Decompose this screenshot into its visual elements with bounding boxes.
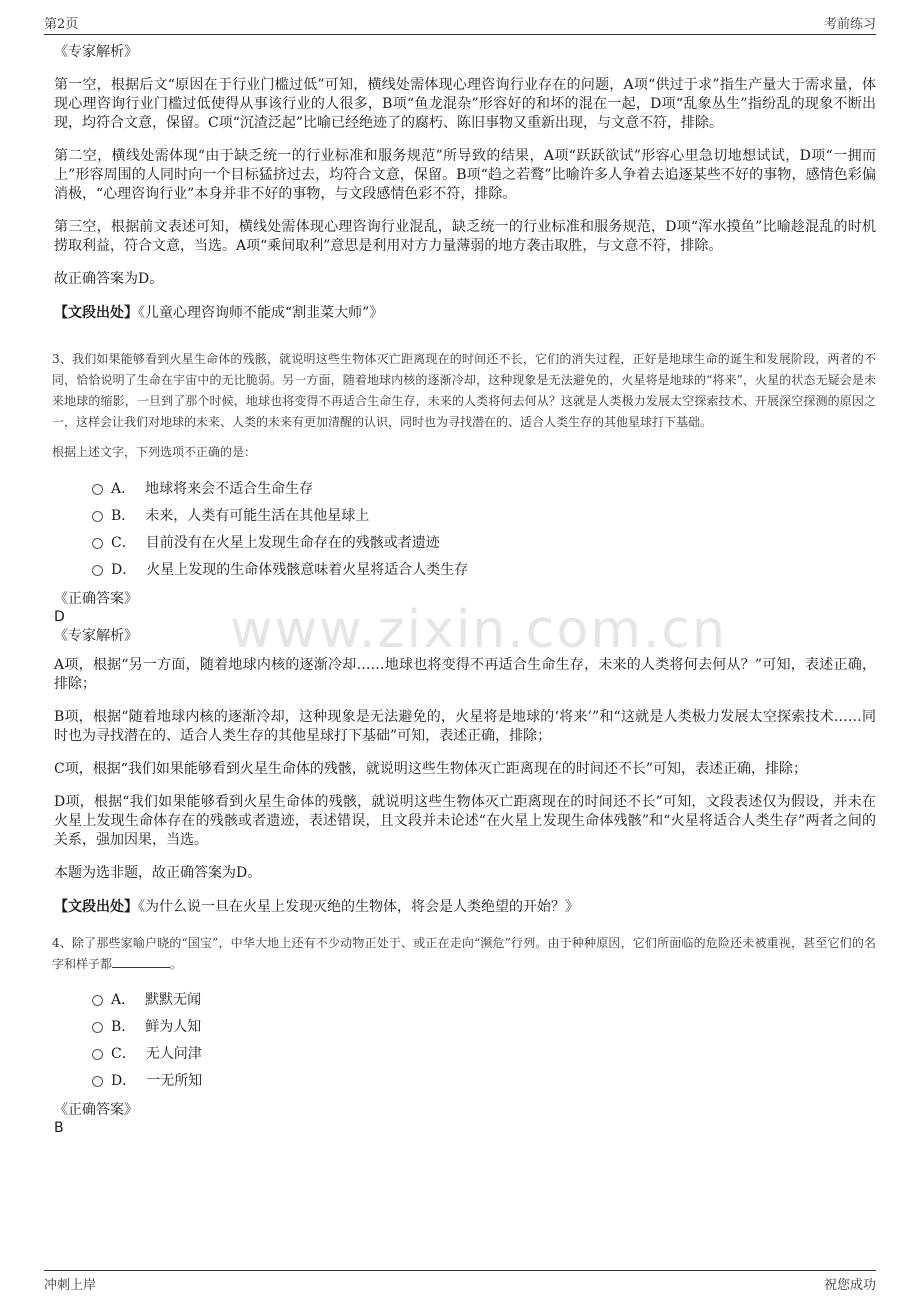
option-letter: A． (111, 480, 136, 497)
option-b[interactable] (92, 501, 876, 528)
source-title: 《儿童心理咨询师不能成“割韭菜大师”》 (138, 305, 384, 321)
source-title: 《为什么说一旦在火星上发现灭绝的生物体，将会是人类绝望的开始？》 (138, 899, 579, 915)
correct-answer-label: 《正确答案》 (54, 1102, 138, 1118)
radio-icon[interactable] (92, 484, 103, 495)
radio-icon[interactable] (92, 1049, 103, 1060)
question-4-text-before: 4、除了那些家喻户晓的“国宝”，中华大地上还有不少动物正处于、或正在走向“濒危”行列。由于种种原因，它们所面临的危险还未被重视，甚至它们的名字和样子都 (52, 936, 876, 971)
analysis-paragraph: 第一空，根据后文“原因在于行业门槛过低”可知，横线处需体现心理咨询行业存在的问题，A项“供过于求”指生产量大于需求量，体现心理咨询行业门槛过低使得从事该行业的人很多，B项“鱼龙混杂”形容好的和坏的混在一起，D项“乱象丛生”指纷乱的现象不断出现，均符合文意，保留。C项“沉渣泛起”比喻已经绝迹了的腐朽、陈旧事物又重新出现，与文意不符，排除。 (54, 77, 876, 131)
document-body (54, 42, 876, 1143)
question-3-text: 3、我们如果能够看到火星生命体的残骸，就说明这些生物体灭亡距离现在的时间还不长，它们的消失过程，正好是地球生命的诞生和发展阶段，两者的不同，恰恰说明了生命在宇宙中的无比脆弱。另一方面，随着地球内核的逐渐冷却，这种现象是无法避免的，火星将是地球的“将来”，火星的状态无疑会是未来地球的缩影，一旦到了那个时候，地球也将变得不再适合生命生存，未来的人类将何去何从？这就是人类极力发展太空探索技术、开展深空探测的原因之一，这样会让我们对地球的未来、人类的未来有更加清醒的认识，同时也为寻找潜在的、适合人类生存的其他星球打下基础。 (52, 352, 876, 429)
option-letter: D． (111, 1072, 137, 1089)
option-text: 火星上发现的生命体残骸意味着火星将适合人类生存 (146, 561, 469, 578)
expert-analysis-label: 《专家解析》 (54, 628, 138, 644)
option-letter: C． (111, 534, 136, 551)
option-a[interactable] (92, 474, 876, 501)
option-text: 无人问津 (145, 1045, 202, 1062)
option-letter: B． (111, 1018, 136, 1035)
analysis-paragraph: A项，根据“另一方面，随着地球内核的逐渐冷却……地球也将变得不再适合生命生存，未来的人类将何去何从？”可知，表述正确，排除； (54, 657, 876, 692)
option-letter: B． (111, 507, 136, 524)
radio-icon[interactable] (92, 511, 103, 522)
source-label: 【文段出处】 (54, 305, 138, 321)
option-text: 默默无闻 (145, 991, 202, 1008)
radio-icon[interactable] (92, 995, 103, 1006)
option-c[interactable] (92, 1039, 876, 1066)
conclusion-paragraph: 故正确答案为D。 (54, 271, 164, 287)
footer-right-text: 祝您成功 (823, 1278, 876, 1293)
option-text: 一无所知 (146, 1072, 203, 1089)
correct-answer-value: B (54, 1120, 64, 1136)
radio-icon[interactable] (92, 538, 103, 549)
source-line (54, 303, 876, 323)
expert-analysis-label: 《专家解析》 (54, 44, 138, 60)
option-text: 目前没有在火星上发现生命存在的残骸或者遗迹 (145, 534, 440, 551)
watermark: www.zixin.com.cn (230, 600, 727, 660)
page-footer (44, 1270, 876, 1293)
correct-answer-value: D (54, 609, 65, 625)
answer-blank (112, 955, 170, 968)
source-label: 【文段出处】 (54, 899, 138, 915)
analysis-paragraph: 第三空，根据前文表述可知，横线处需体现心理咨询行业混乱，缺乏统一的行业标准和服务规范，D项“浑水摸鱼”比喻趁混乱的时机捞取利益，符合文意，当选。A项“乘间取利”意思是利用对方力量薄弱的地方袭击取胜，与文意不符，排除。 (54, 219, 876, 254)
option-letter: A． (111, 991, 136, 1008)
page-header (44, 12, 876, 35)
question-4-text-after: 。 (170, 957, 183, 971)
conclusion-paragraph: 本题为选非题，故正确答案为D。 (54, 865, 262, 881)
option-d[interactable] (92, 555, 876, 582)
page-number: 第2页 (44, 17, 79, 32)
option-text: 地球将来会不适合生命生存 (145, 480, 314, 497)
question-4-options (92, 985, 876, 1093)
footer-left-text: 冲刺上岸 (44, 1278, 97, 1293)
option-letter: C． (111, 1045, 136, 1062)
option-letter: D． (111, 561, 137, 578)
analysis-paragraph: C项，根据“我们如果能够看到火星生命体的残骸，就说明这些生物体灭亡距离现在的时间还不长”可知，表述正确，排除； (54, 761, 808, 777)
radio-icon[interactable] (92, 565, 103, 576)
question-4-text (52, 933, 876, 975)
question-3-options (92, 474, 876, 582)
option-a[interactable] (92, 985, 876, 1012)
option-d[interactable] (92, 1066, 876, 1093)
question-3-prompt: 根据上述文字，下列选项不正确的是： (52, 445, 257, 459)
correct-answer-label: 《正确答案》 (54, 591, 138, 607)
analysis-paragraph: B项，根据“随着地球内核的逐渐冷却，这种现象是无法避免的，火星将是地球的‘将来’”和“这就是人类极力发展太空探索技术……同时也为寻找潜在的、适合人类生存的其他星球打下基础”可知，表述正确，排除； (54, 709, 876, 744)
source-line (54, 897, 876, 917)
option-b[interactable] (92, 1012, 876, 1039)
option-c[interactable] (92, 528, 876, 555)
header-title: 考前练习 (823, 17, 876, 32)
option-text: 鲜为人知 (145, 1018, 202, 1035)
radio-icon[interactable] (92, 1022, 103, 1033)
analysis-paragraph: D项，根据“我们如果能够看到火星生命体的残骸，就说明这些生物体灭亡距离现在的时间还不长”可知，文段表述仅为假设，并未在火星上发现生命体存在的残骸或者遗迹，表述错误，且文段并未论述“在火星上发现生命体残骸”和“火星将适合人类生存”两者之间的关系，强加因果，当选。 (54, 794, 876, 848)
radio-icon[interactable] (92, 1076, 103, 1087)
option-text: 未来，人类有可能生活在其他星球上 (145, 507, 370, 524)
analysis-paragraph: 第二空，横线处需体现“由于缺乏统一的行业标准和服务规范”所导致的结果，A项“跃跃欲试”形容心里急切地想试试，D项“一拥而上”形容周围的人同时向一个目标猛挤过去，均符合文意，保留。B项“趋之若鹜”比喻许多人争着去追逐某些不好的事物，感情色彩偏消极，“心理咨询行业”本身并非不好的事物，与文段感情色彩不符，排除。 (54, 148, 876, 202)
